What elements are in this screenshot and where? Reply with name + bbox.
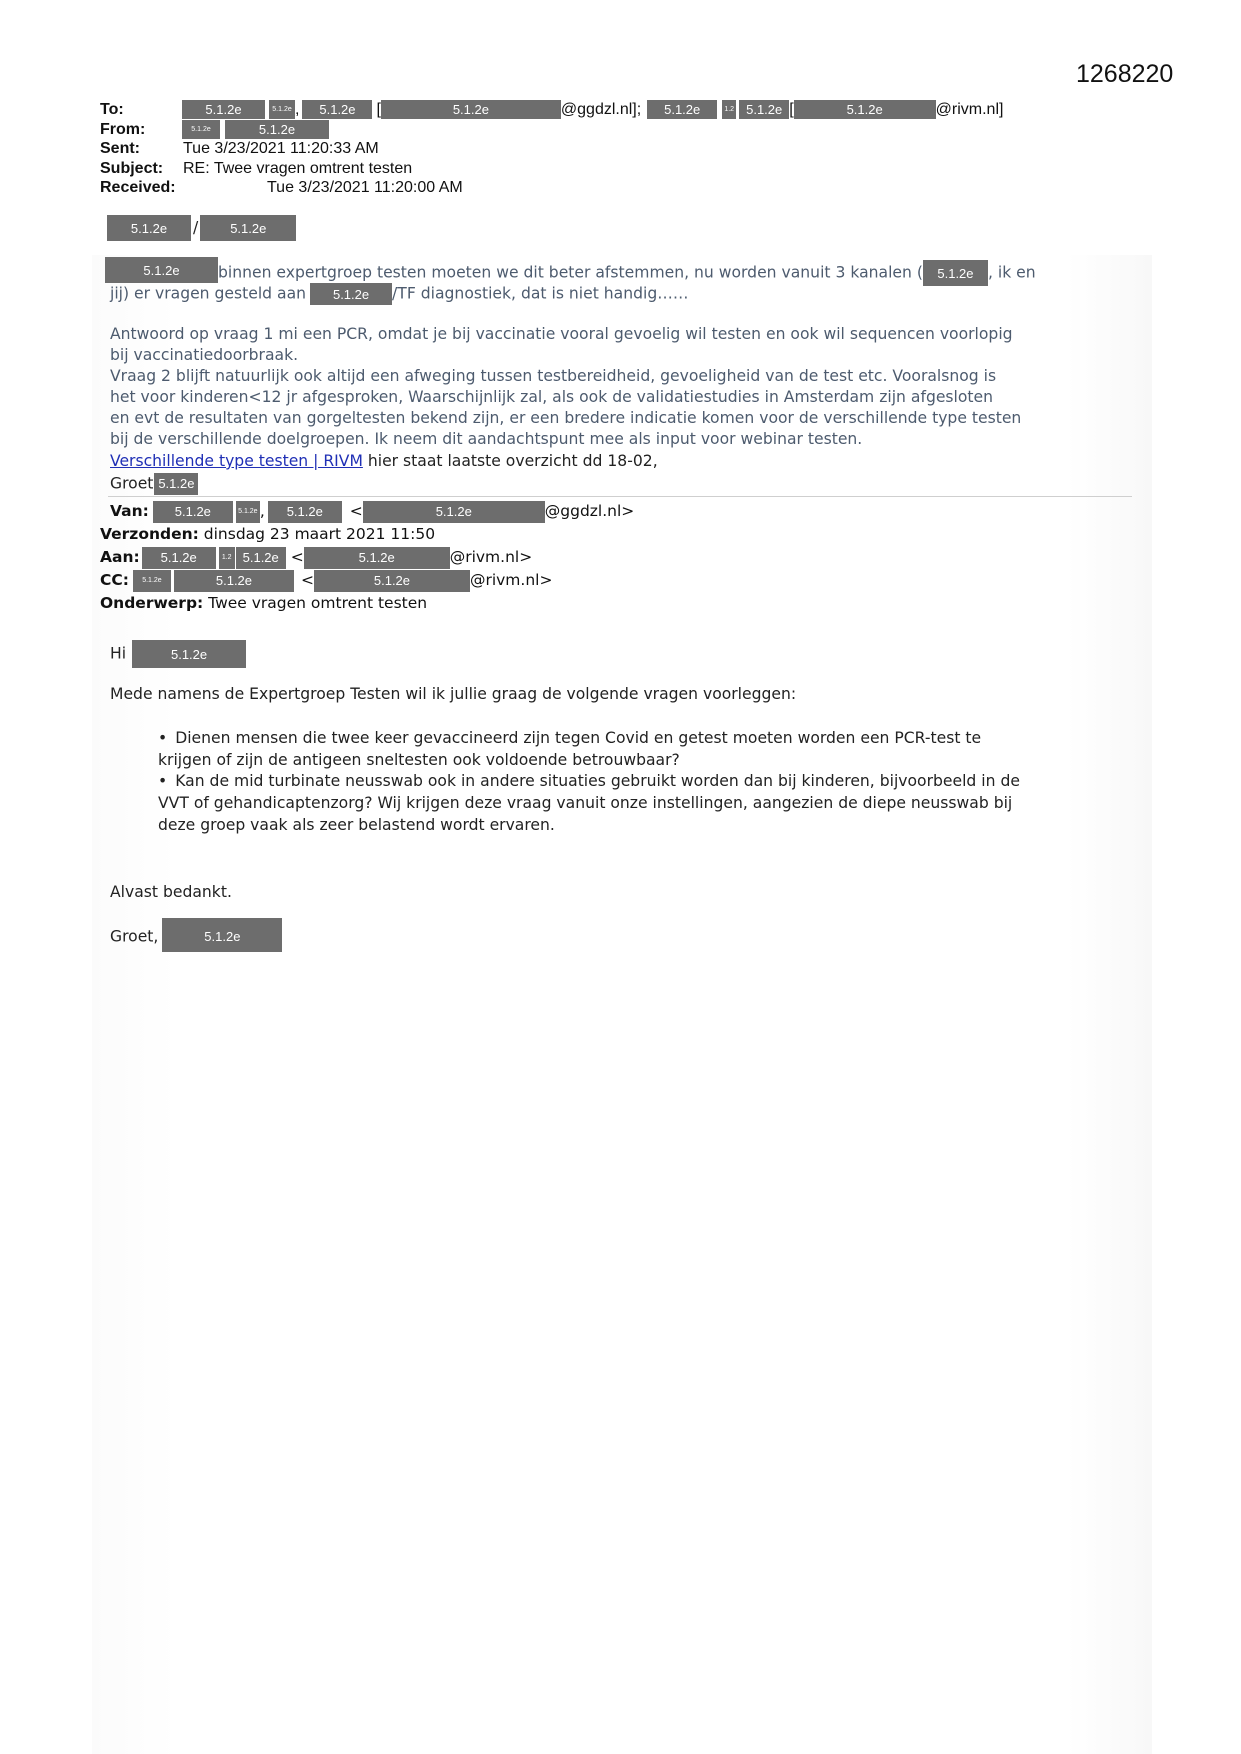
redaction-box: 5.1.2e [153, 501, 233, 523]
redaction-box: 5.1.2e [794, 100, 936, 119]
bullet: • [158, 772, 168, 790]
reply-text: , ik en [987, 263, 1036, 282]
comma: , [295, 101, 300, 118]
van-domain: @ggdzl.nl> [544, 502, 635, 520]
closing-text: Groet, [110, 927, 159, 946]
redaction-box: 5.1.2e [923, 260, 988, 286]
redaction-box: 5.1.2e [314, 570, 470, 592]
reply-salutation [107, 215, 296, 241]
cc-row [100, 569, 552, 592]
aan-row [100, 546, 532, 569]
reply-link-line [110, 451, 658, 472]
to-domain-rivm: @rivm.nl] [935, 101, 1004, 118]
question-text: Kan de mid turbinate neusswab ook in andere situaties gebruikt worden dan bij kinderen, bijvoorbeeld in de [175, 772, 1020, 790]
from-label: From: [100, 121, 146, 138]
reply-line: en evt de resultaten van gorgeltesten bekend zijn, er een bredere indicatie komen voor de verschillende type testen [110, 409, 1022, 427]
lt: < [300, 571, 314, 589]
intro: Mede namens de Expertgroep Testen wil ik jullie graag de volgende vragen voorleggen: [110, 685, 797, 703]
redaction-box: 5.1.2e [107, 215, 191, 241]
greeting-text: Hi [110, 644, 127, 663]
reply-line: Antwoord op vraag 1 mi een PCR, omdat je bij vaccinatie vooral gevoelig wil testen en ook wil sequencen voorlopig [110, 325, 1013, 343]
comma: , [259, 502, 265, 520]
redaction-box: 5.1.2e [304, 547, 450, 569]
redaction-box: 5.1.2e [739, 100, 789, 119]
onderwerp-value: Twee vragen omtrent testen [203, 594, 428, 612]
received-label: Received: [100, 179, 176, 196]
reply-line: Vraag 2 blijft natuurlijk ook altijd een afweging tussen testbereidheid, gevoeligheid van de test etc. Vooralsnog is [110, 367, 997, 385]
reply-text: binnen expertgroep testen moeten we dit beter afstemmen, nu worden vanuit 3 kanalen ( [218, 263, 923, 282]
redaction-box: 1.2 [219, 547, 235, 569]
redaction-box: 5.1.2e [142, 547, 216, 569]
redaction-box: 5.1.2e [200, 215, 296, 241]
redaction-box: 5.1.2e [302, 100, 372, 119]
open-bracket: [ [789, 101, 794, 118]
redaction-box: 5.1.2e [363, 501, 545, 523]
verzonden-row [100, 523, 435, 545]
redaction-box: 5.1.2e [236, 547, 286, 569]
redaction-box: 5.1.2e [154, 473, 198, 495]
redaction-box: 5.1.2e [105, 257, 218, 283]
greeting [110, 640, 246, 668]
received-value: Tue 3/23/2021 11:20:00 AM [267, 179, 463, 196]
reply-text: hier staat laatste overzicht dd 18-02, [362, 452, 658, 470]
reply-line: het voor kinderen<12 jr afgesproken, Waarschijnlijk zal, als ook de validatiestudies in Amsterdam zijn afgesloten [110, 388, 994, 406]
reply-paragraph-1-line-2 [110, 283, 688, 305]
rivm-test-types-link[interactable]: Verschillende type testen | RIVM [110, 452, 363, 470]
redaction-box: 5.1.2e [269, 100, 295, 119]
lt: < [349, 502, 363, 520]
redaction-box: 5.1.2e [236, 501, 260, 523]
redaction-box: 5.1.2e [182, 100, 265, 119]
reply-text: /TF diagnostiek, dat is niet handig…… [392, 284, 689, 303]
cc-label: CC: [100, 571, 129, 589]
reply-signoff [110, 473, 198, 495]
reply-line: bij de verschillende doelgroepen. Ik neem dit aandachtspunt mee als input voor webinar testen. [110, 430, 863, 448]
question-1-line-1 [158, 728, 981, 749]
reply-line: bij vaccinatiedoorbraak. [110, 346, 299, 364]
question-2-line-3: deze groep vaak als zeer belastend wordt ervaren. [158, 816, 555, 834]
van-row [110, 500, 634, 523]
subject-label: Subject: [100, 160, 164, 177]
cc-domain: @rivm.nl> [469, 571, 553, 589]
subject-value: RE: Twee vragen omtrent testen [183, 160, 413, 177]
question-2-line-2: VVT of gehandicaptenzorg? Wij krijgen deze vraag vanuit onze instellingen, aangezien de diepe neusswab bij [158, 794, 1013, 812]
redaction-box: 5.1.2e [133, 570, 171, 592]
redaction-box: 5.1.2e [174, 570, 294, 592]
aan-label: Aan: [100, 548, 140, 566]
slash: / [193, 218, 199, 237]
redaction-box: 5.1.2e [132, 640, 246, 668]
document-number: 1268220 [1076, 60, 1174, 88]
redaction-box: 5.1.2e [182, 120, 220, 139]
question-1-line-2: krijgen of zijn de antigeen sneltesten ook voldoende betrouwbaar? [158, 751, 680, 769]
sent-value: Tue 3/23/2021 11:20:33 AM [183, 140, 379, 157]
thanks: Alvast bedankt. [110, 883, 232, 901]
redaction-box: 5.1.2e [381, 100, 561, 119]
question-text: Dienen mensen die twee keer gevaccineerd zijn tegen Covid en getest moeten worden een PCR-test te [175, 729, 982, 747]
verzonden-label: Verzonden: [100, 525, 199, 543]
reply-text: jij) er vragen gesteld aan [110, 284, 307, 303]
redaction-box: 1.2 [722, 100, 736, 119]
sent-label: Sent: [100, 140, 140, 157]
verzonden-value: dinsdag 23 maart 2021 11:50 [198, 525, 436, 543]
redaction-box: 5.1.2e [162, 918, 282, 952]
onderwerp-label: Onderwerp: [100, 594, 204, 612]
van-label: Van: [110, 502, 149, 520]
to-domain-ggdzl: @ggdzl.nl]; [560, 101, 642, 118]
lt: < [290, 548, 304, 566]
question-2-line-1 [158, 771, 1020, 792]
scan-background [92, 255, 1152, 1754]
redaction-box: 5.1.2e [310, 283, 392, 305]
onderwerp-row [100, 592, 427, 614]
bullet: • [158, 729, 168, 747]
closing [110, 922, 282, 952]
signoff-text: Groet [110, 474, 154, 493]
open-bracket: [ [376, 101, 381, 118]
quote-separator [108, 496, 1132, 497]
aan-domain: @rivm.nl> [449, 548, 533, 566]
redaction-box: 5.1.2e [225, 120, 329, 139]
redaction-box: 5.1.2e [268, 501, 342, 523]
to-label: To: [100, 101, 124, 118]
redaction-box: 5.1.2e [647, 100, 717, 119]
